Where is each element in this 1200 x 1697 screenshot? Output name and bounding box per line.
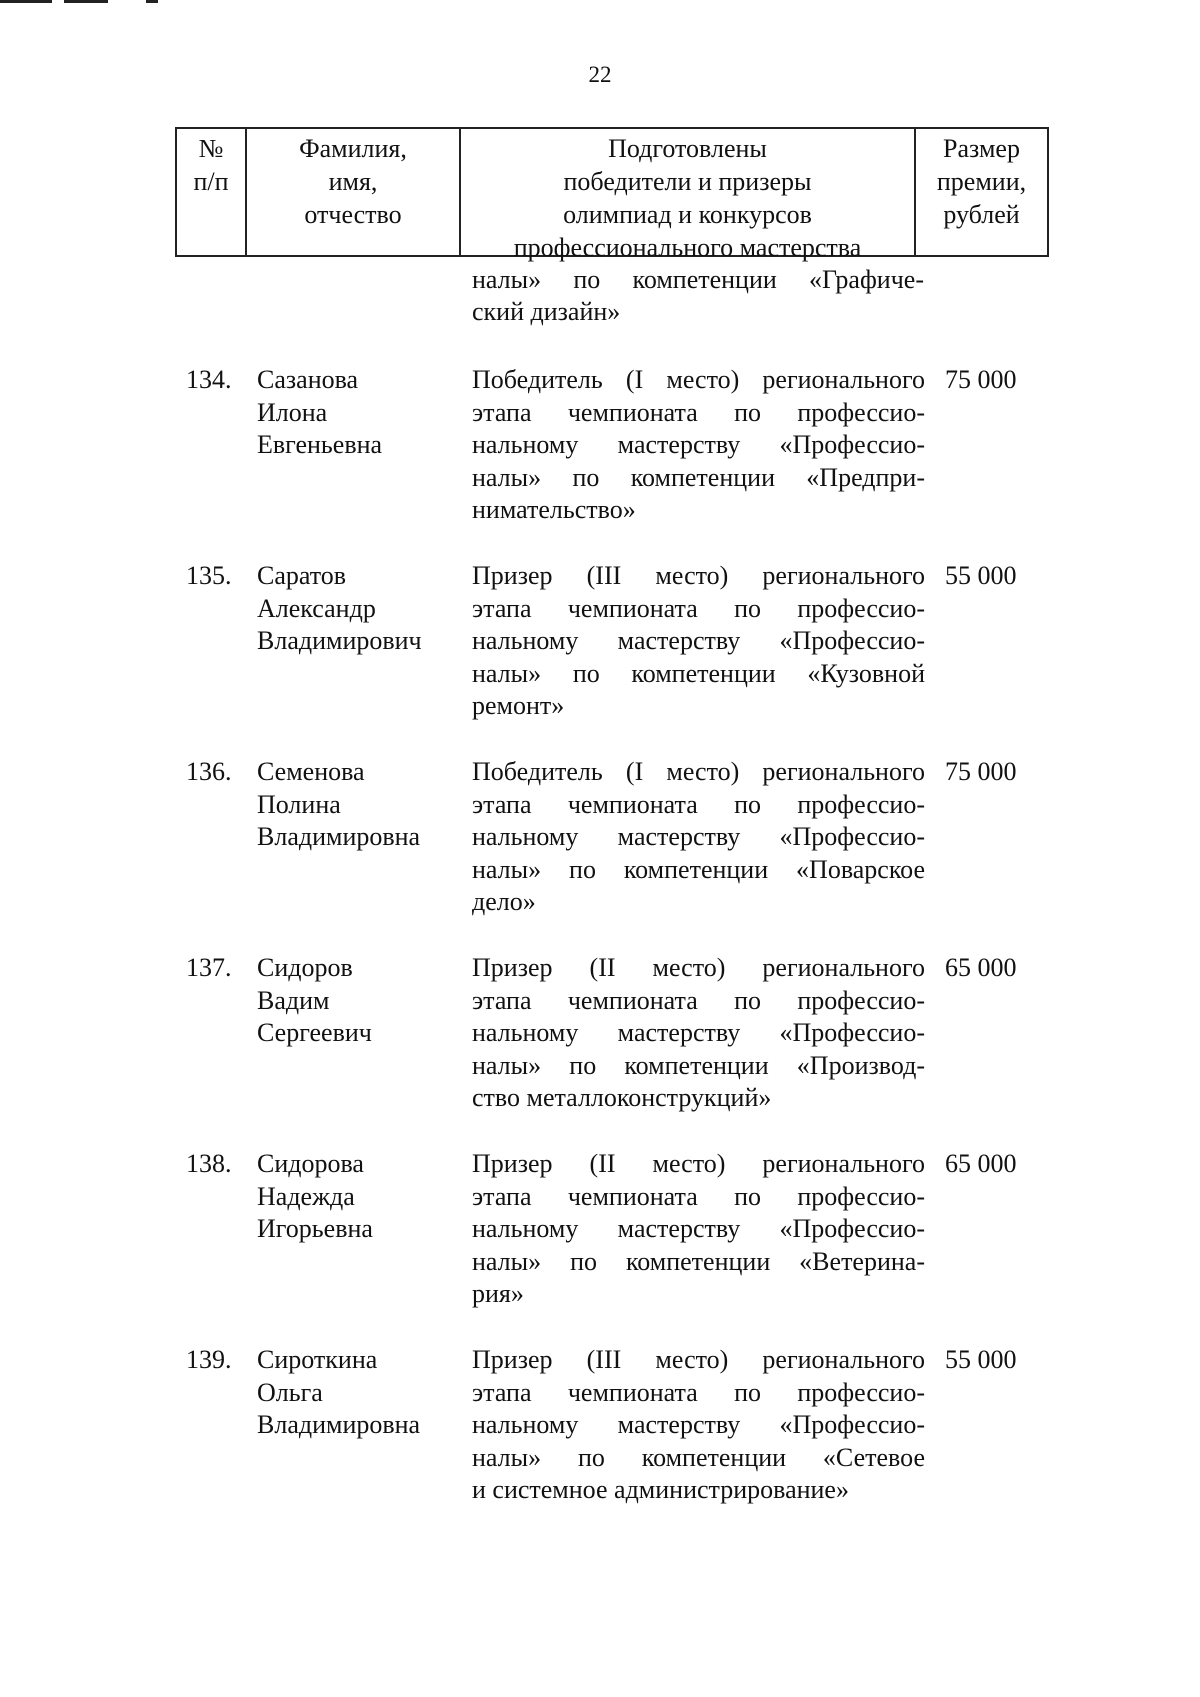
name-line: Сидоров [257,953,353,982]
description-line: нальному мастерству «Профессио- [472,626,925,655]
name-line: Семенова [257,757,365,786]
recipient-name [257,756,457,854]
page-number: 22 [588,62,612,87]
recipient-name [257,952,457,1050]
recipient-name [257,1344,457,1442]
prize-amount: 65 000 [945,953,1017,982]
description-line: этапа чемпионата по профессио- [472,789,925,819]
header-number-cell [177,129,247,255]
description-line: этапа чемпионата по профессио- [472,593,925,623]
row-number: 138. [186,1149,232,1178]
achievement-description [472,364,925,527]
description-line: Призер (II место) регионального [472,1149,925,1178]
name-line: Владимирович [257,626,422,655]
row-number: 134. [186,365,232,394]
header-line: победители и призеры [563,167,812,196]
name-line: Александр [257,593,376,623]
header-line: рублей [943,200,1020,229]
description-line: нальному мастерству «Профессио- [472,1410,925,1439]
description-line: этапа чемпионата по профессио- [472,1181,925,1211]
achievement-description [472,1148,925,1311]
header-line: олимпиад и конкурсов [563,200,812,229]
description-line: и системное администрирование» [472,1475,849,1504]
description-line: ремонт» [472,691,565,720]
row-number: 135. [186,561,232,590]
description-line: дело» [472,887,536,916]
description-line: этапа чемпионата по профессио- [472,1377,925,1407]
description-line: Призер (III место) регионального [472,561,925,590]
description-line: Призер (II место) регионального [472,953,925,982]
row-number: 137. [186,953,232,982]
name-line: Илона [257,397,328,427]
achievement-description [472,756,925,919]
description-line: налы» по компетенции «Предпри- [472,462,925,492]
prize-amount: 55 000 [945,1345,1017,1374]
description-line: налы» по компетенции «Поварское [472,854,925,884]
header-line: № [198,134,224,163]
continuation-line: ский дизайн» [472,297,621,326]
achievement-description [472,952,925,1115]
header-line: п/п [193,167,229,196]
name-line: Полина [257,789,341,819]
table-header [175,127,1049,262]
description-line: налы» по компетенции «Ветерина- [472,1246,925,1276]
name-line: Вадим [257,985,330,1015]
recipient-name [257,364,457,462]
name-line: Сироткина [257,1345,378,1374]
header-line: Подготовлены [608,134,767,163]
achievement-description [472,1344,925,1507]
row-number: 136. [186,757,232,786]
header-line: имя, [328,167,378,196]
prize-amount: 65 000 [945,1149,1017,1178]
name-line: Владимировна [257,1410,421,1439]
description-line: ство металлоконструкций» [472,1083,772,1112]
name-line: Евгеньевна [257,430,383,459]
description-line: нимательство» [472,495,636,524]
name-line: Ольга [257,1377,323,1407]
name-line: Сергеевич [257,1018,372,1047]
name-line: Сидорова [257,1149,364,1178]
prize-amount: 75 000 [945,365,1017,394]
name-line: Саратов [257,561,347,590]
header-line: профессионального мастерства [513,233,862,262]
prize-amount: 55 000 [945,561,1017,590]
header-line: Размер [943,134,1020,163]
description-line: этапа чемпионата по профессио- [472,397,925,427]
continuation-line: налы» по компетенции «Графиче- [472,265,924,294]
description-line: нальному мастерству «Профессио- [472,430,925,459]
header-line: отчество [304,200,402,229]
description-line: налы» по компетенции «Сетевое [472,1442,925,1472]
description-line: налы» по компетенции «Кузовной [472,658,925,688]
name-line: Владимировна [257,822,421,851]
description-line: нальному мастерству «Профессио- [472,1214,925,1243]
header-line: премии, [936,167,1027,196]
header-name-cell [247,129,461,255]
header-line: Фамилия, [299,134,407,163]
recipient-name [257,560,457,658]
description-line: нальному мастерству «Профессио- [472,822,925,851]
description-line: этапа чемпионата по профессио- [472,985,925,1015]
description-line: Победитель (I место) регионального [472,365,925,394]
header-prepared-cell [461,129,916,262]
achievement-description [472,560,925,723]
description-line: нальному мастерству «Профессио- [472,1018,925,1047]
continuation-text [472,264,924,328]
prize-amount: 75 000 [945,757,1017,786]
recipient-name [257,1148,457,1246]
description-line: рия» [472,1279,524,1308]
scan-edge-mark [0,0,160,6]
row-number: 139. [186,1345,232,1374]
header-prize-cell [916,129,1047,255]
name-line: Сазанова [257,365,359,394]
description-line: Призер (III место) регионального [472,1345,925,1374]
name-line: Надежда [257,1181,355,1211]
description-line: Победитель (I место) регионального [472,757,925,786]
name-line: Игорьевна [257,1214,373,1243]
description-line: налы» по компетенции «Производ- [472,1050,925,1080]
